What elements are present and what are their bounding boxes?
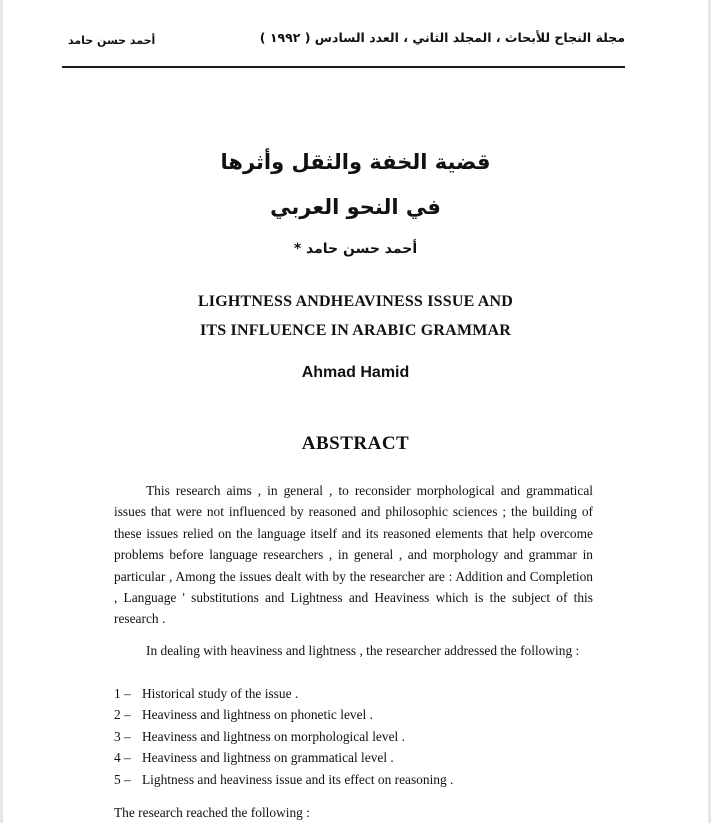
english-title-line-1: LIGHTNESS ANDHEAVINESS ISSUE AND bbox=[197, 293, 514, 310]
header-author: أحمد حسن حامد bbox=[68, 34, 156, 47]
header-rule bbox=[62, 66, 625, 68]
list-item-text: Heaviness and lightness on grammatical level . bbox=[142, 750, 394, 766]
list-item bbox=[114, 726, 593, 747]
list-item bbox=[114, 683, 593, 704]
arabic-title-line-1: قضية الخفة والثقل وأثرها bbox=[220, 150, 491, 174]
list-item-text: Lightness and heaviness issue and its effect on reasoning . bbox=[142, 771, 454, 787]
topics-list bbox=[114, 683, 593, 790]
list-item-number: 5 – bbox=[114, 771, 131, 787]
english-author: Ahmad Hamid bbox=[301, 364, 410, 381]
journal-citation: مجلة النجاح للأبحاث ، المجلد الثاني ، العدد السادس ( ١٩٩٢ ) bbox=[259, 30, 625, 45]
list-item-text: Historical study of the issue . bbox=[142, 686, 299, 701]
list-item-text: Heaviness and lightness on phonetic level . bbox=[142, 707, 373, 723]
list-item bbox=[114, 747, 593, 768]
arabic-author: أحمد حسن حامد * bbox=[293, 241, 418, 257]
abstract-paragraph-2: In dealing with heaviness and lightness , the researcher addressed the following : bbox=[146, 643, 580, 658]
abstract-heading: ABSTRACT bbox=[301, 433, 410, 454]
list-item bbox=[114, 769, 593, 790]
running-header bbox=[62, 22, 625, 50]
list-item-number: 2 – bbox=[114, 707, 131, 723]
list-item bbox=[114, 704, 593, 725]
list-item-number: 4 – bbox=[114, 750, 131, 766]
english-title-line-2: ITS INFLUENCE IN ARABIC GRAMMAR bbox=[199, 322, 512, 339]
arabic-title-line-2: في النحو العربي bbox=[270, 195, 441, 219]
page-edge-left bbox=[0, 0, 3, 823]
list-item-text: Heaviness and lightness on morphological level . bbox=[142, 728, 405, 744]
list-item-number: 3 – bbox=[114, 728, 131, 744]
closing-line: The research reached the following : bbox=[114, 805, 310, 820]
abstract-paragraph-1: This research aims , in general , to reconsider morphological and grammatical issues that were not influenced by reasoned and philosophic sciences ; the building of these issues relied on the language itself and its reasoned elements that help overcome problems before language researchers , in general , and morphology and grammar in particular , Among the issues dealt with by the researcher are : Addition and Completion , Language ' substitutions and Lightness and Heaviness which is the subject of this research . bbox=[114, 483, 593, 627]
list-item-number: 1 – bbox=[114, 686, 131, 701]
